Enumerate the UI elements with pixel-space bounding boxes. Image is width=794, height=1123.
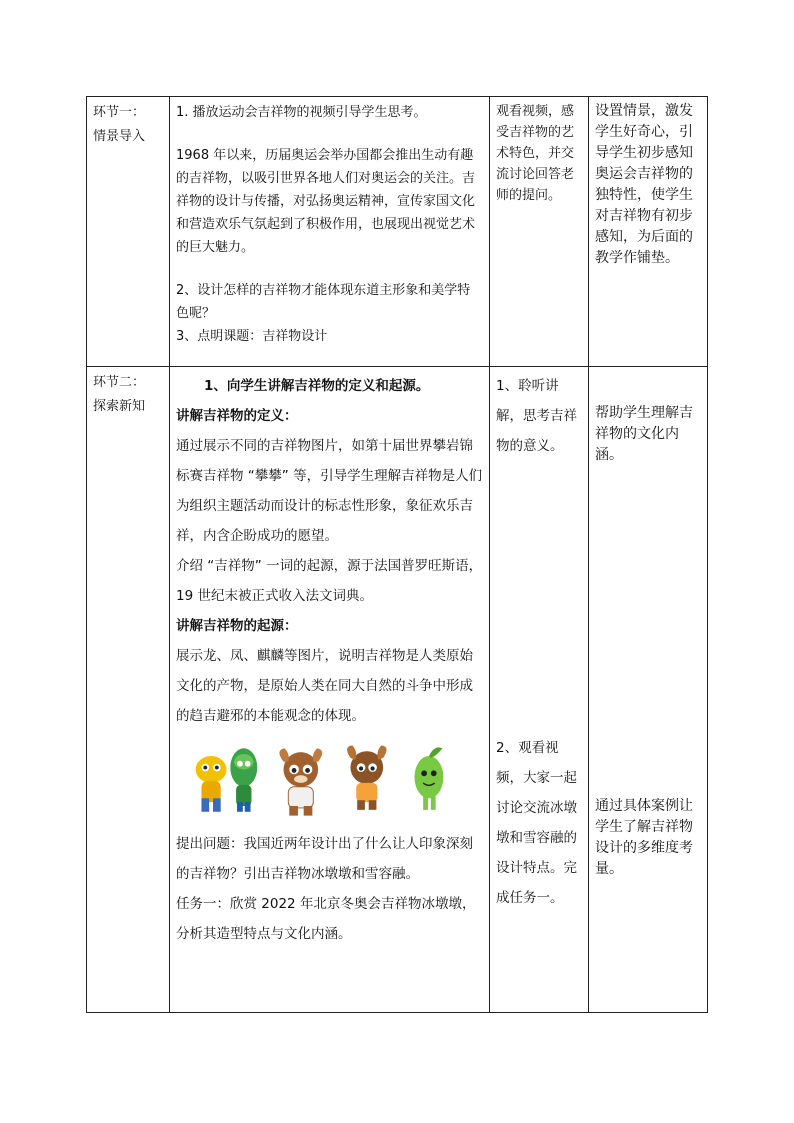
task-text: 任务一：欣赏 2022 年北京冬奥会吉祥物冰墩墩，分析其造型特点与文化内涵。 bbox=[176, 896, 476, 942]
table-row bbox=[87, 367, 708, 1013]
origin-text: 展示龙、凤、麒麟等图片，说明吉祥物是人类原始文化的产物，是原始人类在同大自然的斗争中形成的趋吉避邪的本能观念的体现。 bbox=[176, 648, 473, 724]
expo-mascot-image bbox=[402, 739, 483, 823]
stage-cell bbox=[87, 97, 170, 367]
teacher-activity-cell bbox=[170, 367, 490, 1013]
design-purpose-cell bbox=[589, 97, 708, 367]
student-activity-text: 2、观看视频，大家一起讨论交流冰墩墩和雪容融的设计特点。完成任务一。 bbox=[496, 740, 577, 906]
definition-title: 讲解吉祥物的定义： bbox=[176, 408, 298, 424]
student-activity-text: 1、聆听讲解，思考吉祥物的意义。 bbox=[496, 378, 577, 454]
panpan-mascot-image bbox=[271, 739, 331, 823]
section-heading: 1、向学生讲解吉祥物的定义和起源。 bbox=[204, 378, 430, 394]
student-activity-cell bbox=[490, 367, 589, 1013]
content-paragraph: 1968 年以来，历届奥运会举办国都会推出生动有趣的吉祥物，以吸引世界各地人们对奥运会的关注。吉祥物的设计与传播，对弘扬奥运精神，宣传家国文化和营造欢乐气氛起到了积极作用，也展现出视觉艺术的巨大魅力。 bbox=[176, 148, 476, 255]
student-activity-cell bbox=[490, 97, 589, 367]
design-purpose-text: 设置情景，激发学生好奇心，引导学生初步感知奥运会吉祥物的独特性，使学生对吉祥物有初步感知，为后面的教学作铺垫。 bbox=[595, 103, 693, 266]
content-line: 2、设计怎样的吉祥物才能体现东道主形象和美学特色呢？ bbox=[176, 283, 471, 321]
panpan-mascot-image-2 bbox=[337, 739, 397, 823]
design-purpose-cell bbox=[589, 367, 708, 1013]
lesson-plan-table bbox=[86, 96, 708, 1013]
content-line: 3、点明课题：吉祥物设计 bbox=[176, 329, 328, 344]
definition-text: 通过展示不同的吉祥物图片，如第十届世界攀岩锦标赛吉祥物 “攀攀” 等，引导学生理解吉祥物是人们为组织主题活动而设计的标志性形象，象征欢乐吉祥，内含企盼成功的愿望。 bbox=[176, 438, 483, 544]
rio-mascot-image bbox=[188, 739, 265, 823]
design-purpose-text: 通过具体案例让学生了解吉祥物设计的多维度考量。 bbox=[595, 798, 693, 877]
stage-title: 情景导入 bbox=[93, 129, 146, 144]
teacher-activity-cell bbox=[170, 97, 490, 367]
stage-number: 环节二： bbox=[93, 375, 146, 390]
origin-title: 讲解吉祥物的起源： bbox=[176, 618, 298, 634]
mascot-image-strip bbox=[188, 739, 483, 823]
student-activity-text: 观看视频，感受吉祥物的艺术特色，并交流讨论回答老师的提问。 bbox=[496, 104, 575, 203]
stage-cell bbox=[87, 367, 170, 1013]
content-line: 1. 播放运动会吉祥物的视频引导学生思考。 bbox=[176, 105, 427, 120]
stage-number: 环节一： bbox=[93, 105, 146, 120]
intro-text: 介绍 “吉祥物” 一词的起源，源于法国普罗旺斯语，19 世纪末被正式收入法文词典。 bbox=[176, 558, 483, 604]
design-purpose-text: 帮助学生理解吉祥物的文化内涵。 bbox=[595, 405, 693, 463]
question-text: 提出问题：我国近两年设计出了什么让人印象深刻的吉祥物？引出吉祥物冰墩墩和雪容融。 bbox=[176, 836, 473, 882]
table-row bbox=[87, 97, 708, 367]
stage-title: 探索新知 bbox=[93, 399, 146, 414]
